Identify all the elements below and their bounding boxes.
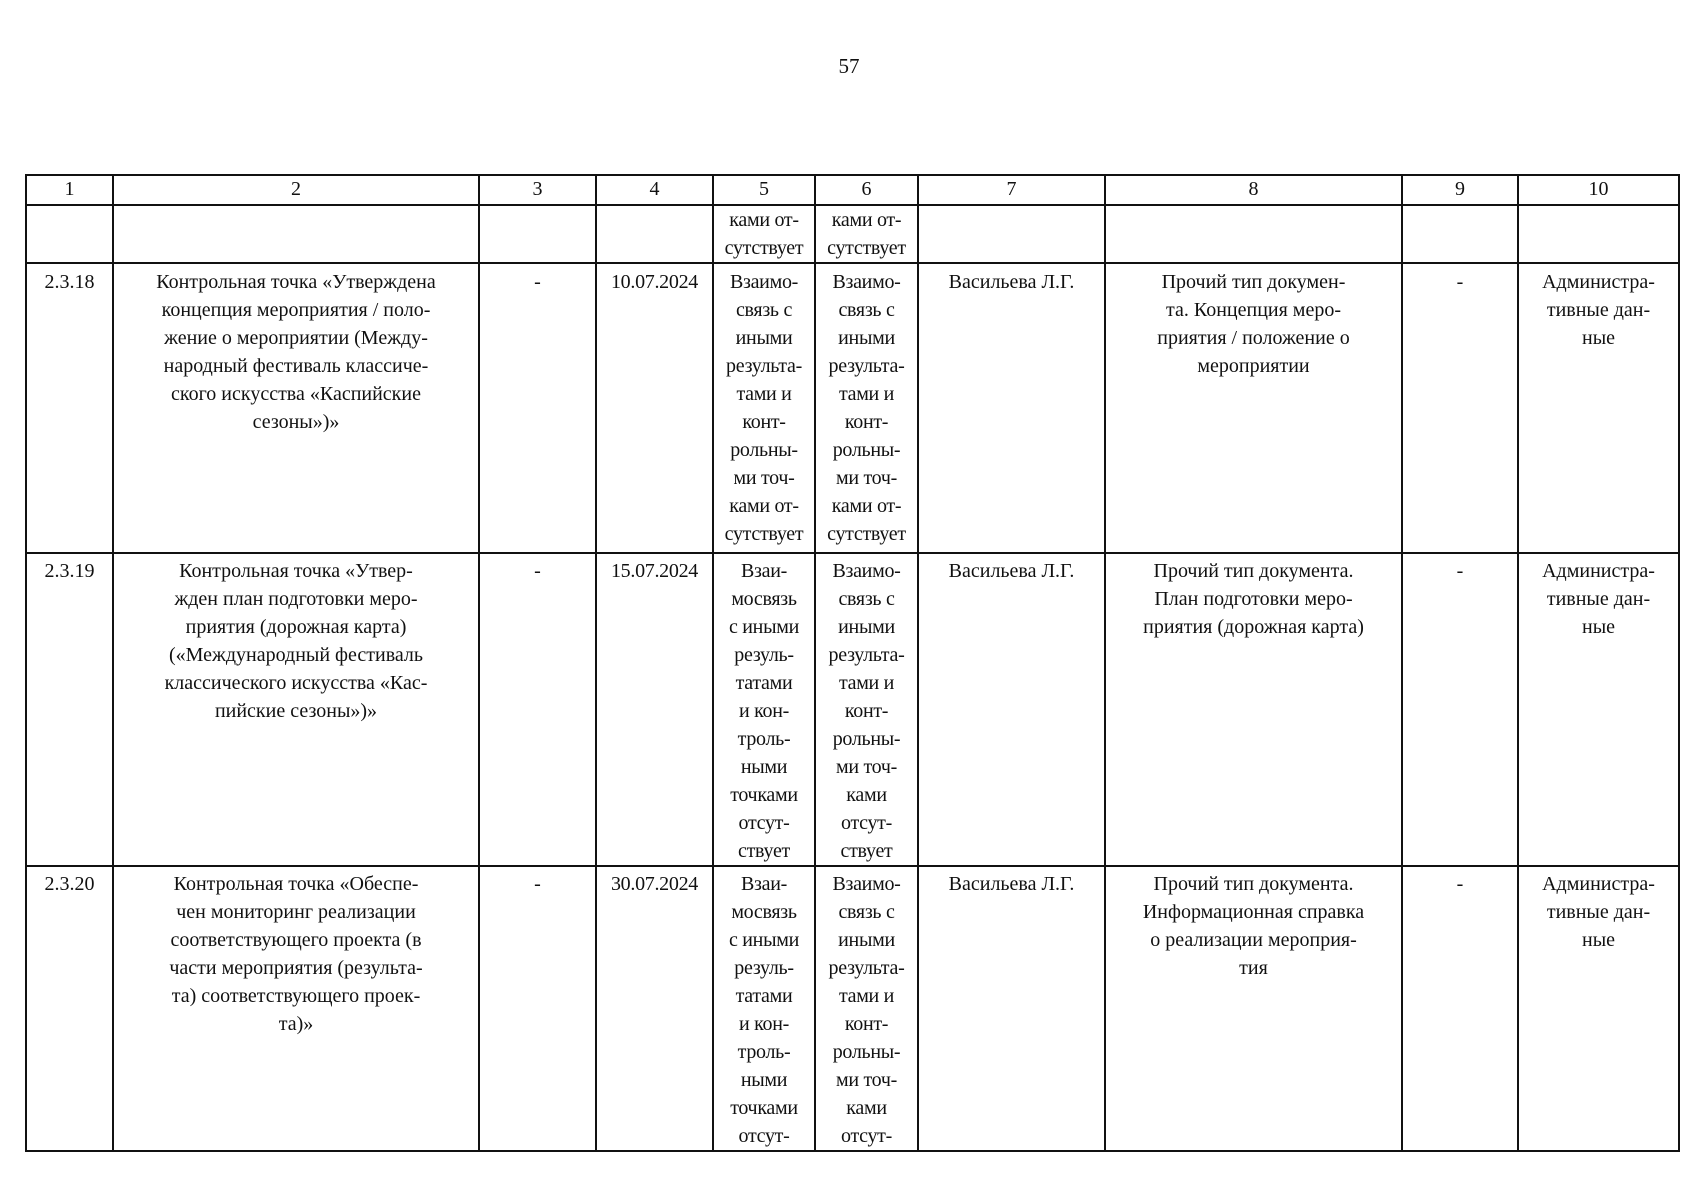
column-number-7: 7: [918, 175, 1105, 205]
row-number: 2.3.19: [26, 553, 113, 866]
table-cell: -: [479, 866, 596, 1151]
due-date: 15.07.2024: [596, 553, 713, 866]
table-row: [26, 553, 1679, 866]
continuation-row: [26, 205, 1679, 263]
relations-cell: Взаи- мосвязь с иными резуль- татами и кон- троль- ными точками отсут- ствует: [713, 553, 815, 866]
due-date: 10.07.2024: [596, 263, 713, 553]
relations-cell: Взаи- мосвязь с иными резуль- татами и кон- троль- ными точками отсут-: [713, 866, 815, 1151]
table-row: [26, 866, 1679, 1151]
relations-cell: Взаимо- связь с иными результа- тами и конт- рольны- ми точ- ками от- сутствует: [713, 263, 815, 553]
relations-cell: ками от- сутствует: [713, 205, 815, 263]
control-point-name: Контрольная точка «Утверждена концепция мероприятия / поло- жение о мероприятии (Между- народный фестиваль классиче- ского искусства «Каспийские сезоны»)»: [113, 263, 479, 553]
table-cell: -: [1402, 263, 1518, 553]
column-number-1: 1: [26, 175, 113, 205]
relations-cell: Взаимо- связь с иными результа- тами и конт- рольны- ми точ- ками от- сутствует: [815, 263, 918, 553]
column-number-8: 8: [1105, 175, 1402, 205]
column-number-3: 3: [479, 175, 596, 205]
row-number: 2.3.20: [26, 866, 113, 1151]
table-cell: -: [1402, 553, 1518, 866]
table-cell: [1402, 205, 1518, 263]
column-number-9: 9: [1402, 175, 1518, 205]
column-number-6: 6: [815, 175, 918, 205]
table-cell: [1518, 205, 1679, 263]
responsible-person: Васильева Л.Г.: [918, 263, 1105, 553]
control-point-name: Контрольная точка «Обеспе- чен мониторинг реализации соответствующего проекта (в части мероприятия (результа- та) соответствующего проек- та)»: [113, 866, 479, 1151]
due-date: 30.07.2024: [596, 866, 713, 1151]
table-cell: [26, 205, 113, 263]
page-number: 57: [838, 54, 860, 78]
table-header-row: [26, 175, 1679, 205]
responsible-person: Васильева Л.Г.: [918, 866, 1105, 1151]
table-cell: [596, 205, 713, 263]
control-point-name: Контрольная точка «Утвер- жден план подготовки меро- приятия (дорожная карта) («Международный фестиваль классического искусства «Кас- пийские сезоны»)»: [113, 553, 479, 866]
data-source: Администра- тивные дан- ные: [1518, 553, 1679, 866]
relations-cell: Взаимо- связь с иными результа- тами и конт- рольны- ми точ- ками отсут-: [815, 866, 918, 1151]
table-cell: [479, 205, 596, 263]
table-cell: [1105, 205, 1402, 263]
relations-cell: Взаимо- связь с иными результа- тами и конт- рольны- ми точ- ками отсут- ствует: [815, 553, 918, 866]
table-cell: [113, 205, 479, 263]
table-cell: -: [479, 263, 596, 553]
column-number-10: 10: [1518, 175, 1679, 205]
data-source: Администра- тивные дан- ные: [1518, 866, 1679, 1151]
row-number: 2.3.18: [26, 263, 113, 553]
table-cell: -: [1402, 866, 1518, 1151]
data-source: Администра- тивные дан- ные: [1518, 263, 1679, 553]
table-cell: -: [479, 553, 596, 866]
responsible-person: Васильева Л.Г.: [918, 553, 1105, 866]
column-number-2: 2: [113, 175, 479, 205]
relations-cell: ками от- сутствует: [815, 205, 918, 263]
table-cell: [918, 205, 1105, 263]
document-type: Прочий тип документа. Информационная справка о реализации мероприя- тия: [1105, 866, 1402, 1151]
column-number-4: 4: [596, 175, 713, 205]
control-points-table: [25, 174, 1680, 1152]
column-number-5: 5: [713, 175, 815, 205]
document-type: Прочий тип докумен- та. Концепция меро- приятия / положение о мероприятии: [1105, 263, 1402, 553]
table-row: [26, 263, 1679, 553]
document-type: Прочий тип документа. План подготовки меро- приятия (дорожная карта): [1105, 553, 1402, 866]
